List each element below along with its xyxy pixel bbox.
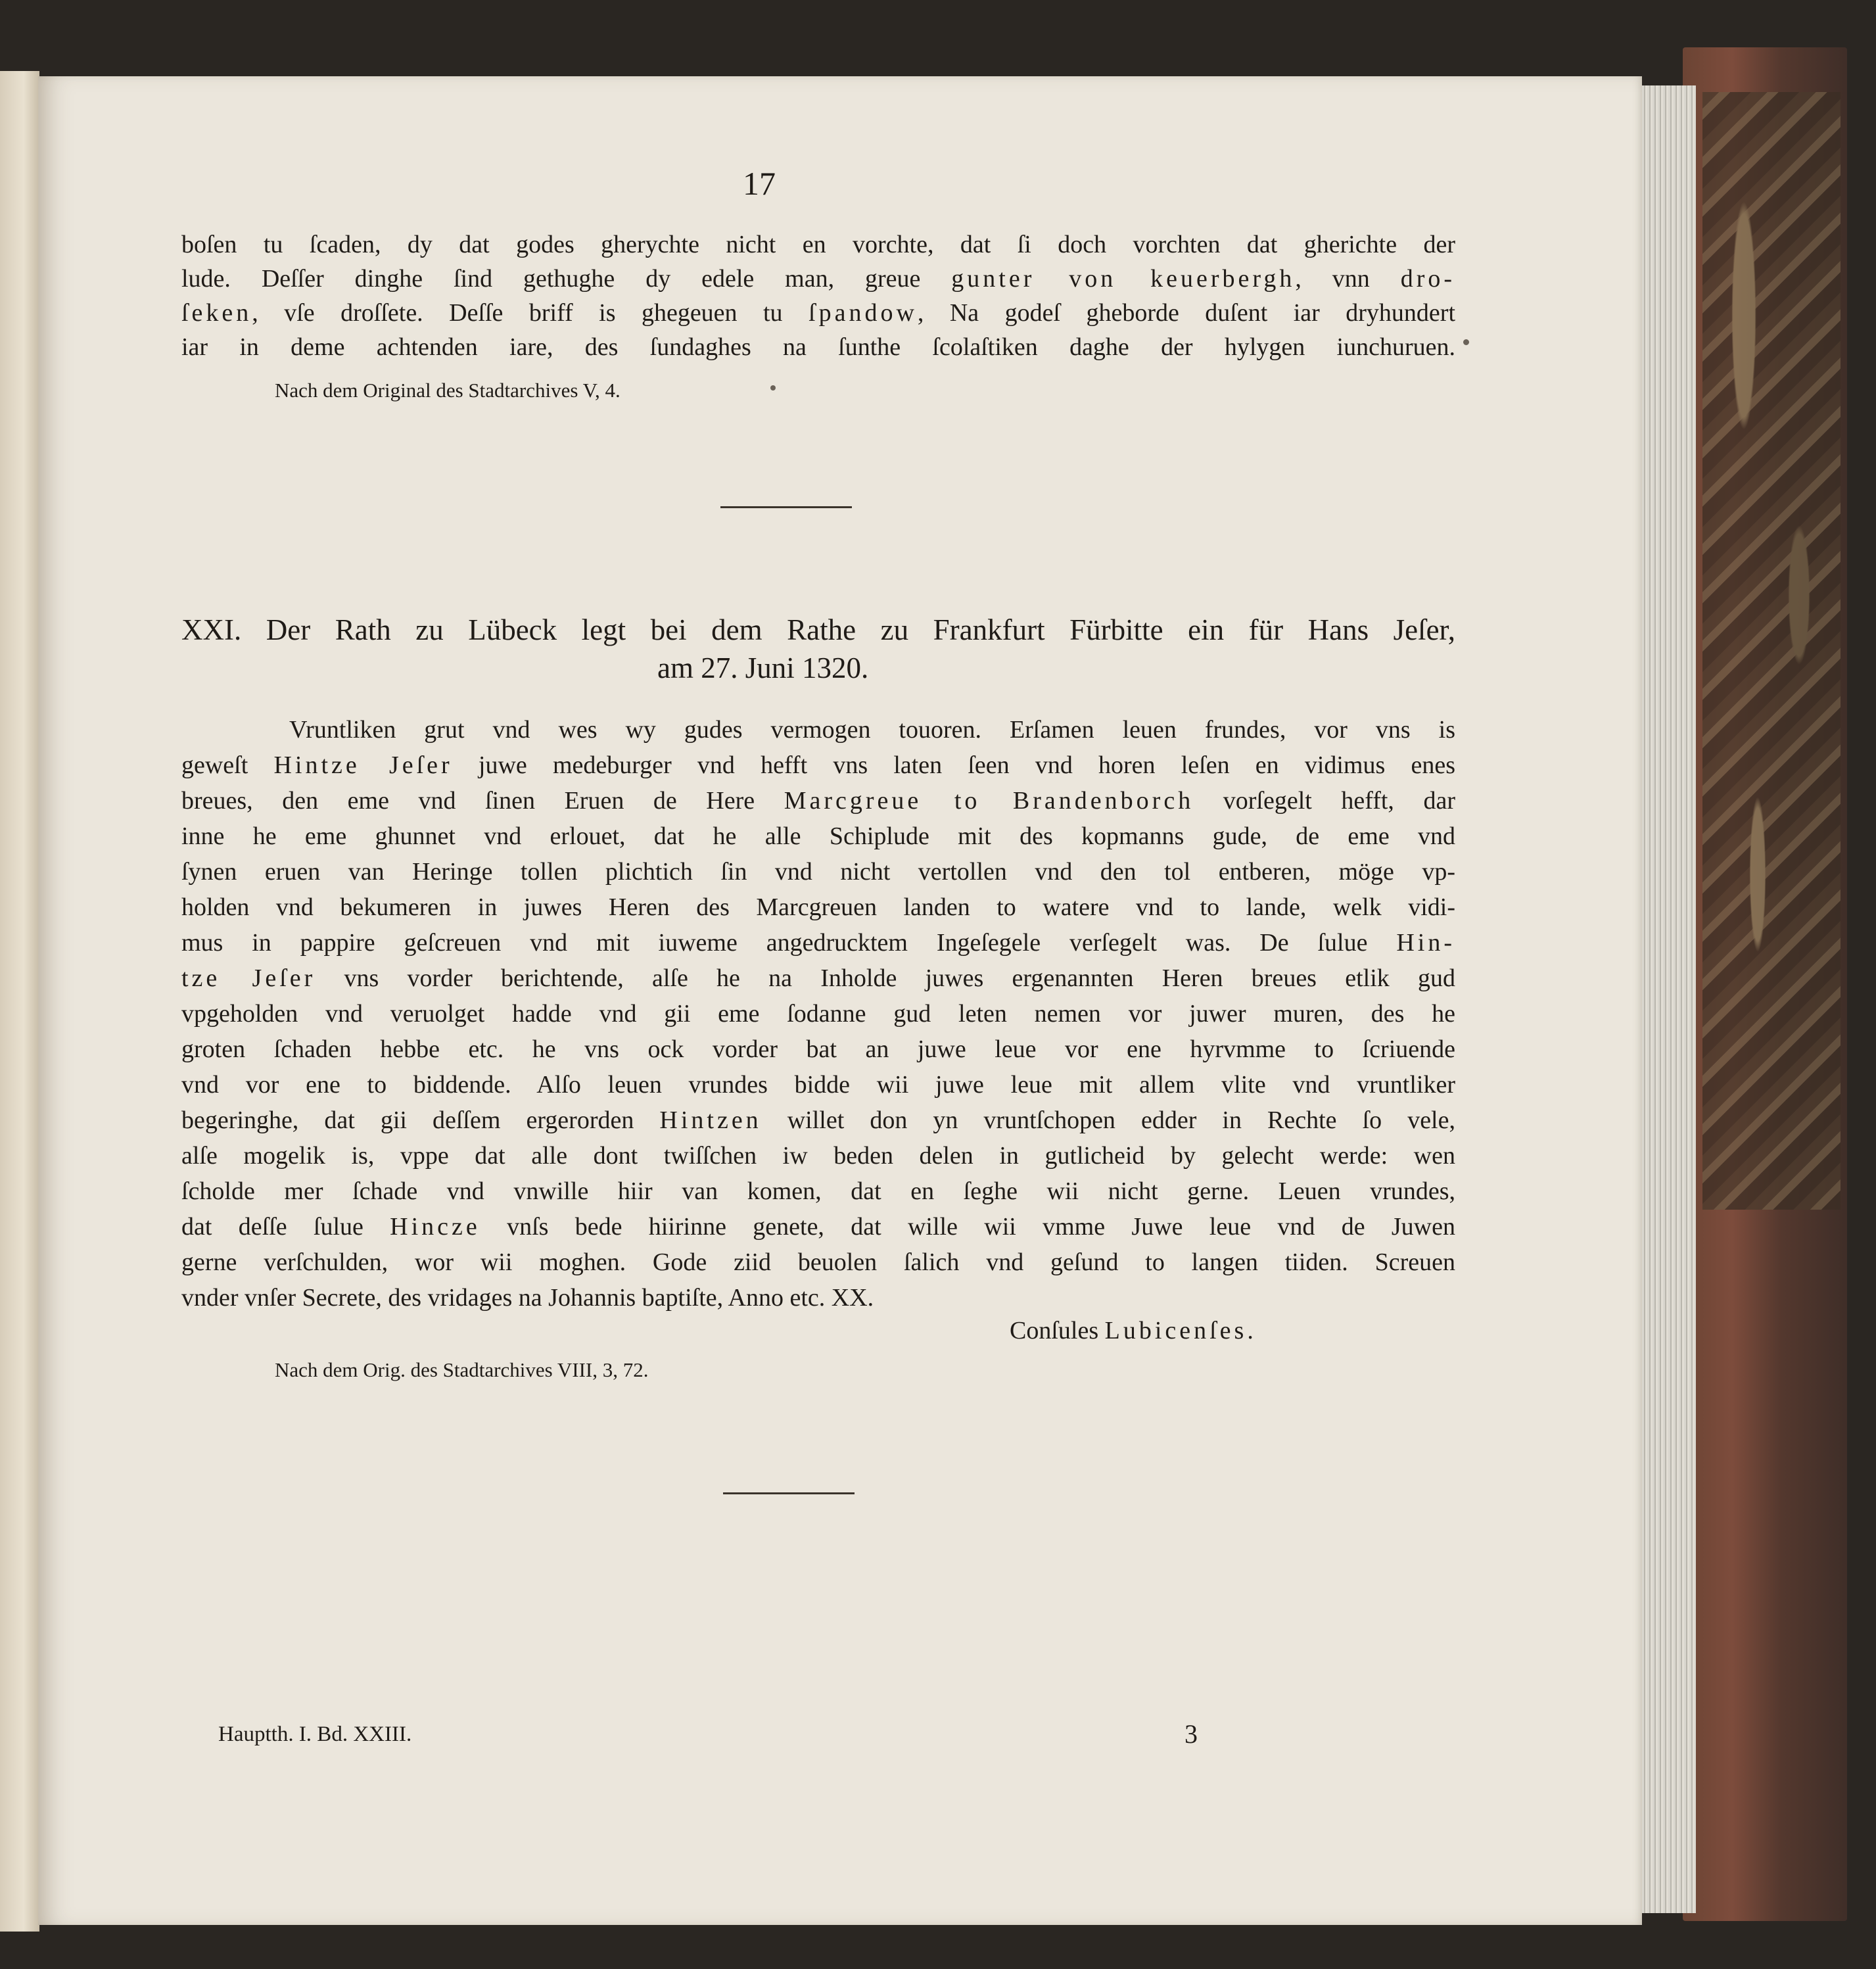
text-line: groten ſchaden hebbe etc. he vns ock vorder bat an juwe leue vor ene hyrvmme to ſcriuende [181, 1035, 1455, 1063]
footer-sheet-number: 3 [1184, 1719, 1198, 1749]
text-line [181, 264, 1455, 297]
text-line: holden vnd bekumeren in juwes Heren des Marcgreuen landen to watere vnd to lande, welk vidi- [181, 893, 1455, 921]
text-run: . [1247, 1317, 1254, 1344]
signature [1010, 1316, 1254, 1345]
text-run: begeringhe, dat gii deſſem ergerorden [181, 1106, 660, 1134]
text-line: iar in deme achtenden iare, des ſundaghes na ſunthe ſcolaſtiken daghe der hylygen iunchuruen. [181, 333, 1455, 361]
text-line [181, 1212, 1455, 1245]
person-name: tze Jeſer [181, 964, 316, 992]
text-run: mus in pappire geſcreuen vnd mit iuweme angedrucktem Ingeſegele verſegelt was. De ſulue [181, 929, 1397, 957]
text-line [181, 298, 1455, 331]
person-name: Hin- [1396, 929, 1455, 957]
source-note: Nach dem Orig. des Stadtarchives VIII, 3, 72. [275, 1358, 649, 1381]
source-note: Nach dem Original des Stadtarchives V, 4. [275, 379, 621, 402]
text-line: vpgeholden vnd veruolget hadde vnd gii eme ſodanne gud leten nemen vor juwer muren, des he [181, 1000, 1455, 1028]
document-heading: XXI. Der Rath zu Lübeck legt bei dem Rathe zu Frankfurt Fürbitte ein für Hans Jeſer, [181, 613, 1455, 646]
page-number: 17 [743, 165, 776, 202]
separator-rule [720, 506, 852, 508]
text-line [181, 964, 1455, 997]
text-line: vnder vnſer Secrete, des vridages na Johannis baptiſte, Anno etc. XX. [181, 1284, 874, 1312]
text-run: juwe medeburger vnd hefft vns laten ſeen vnd horen leſen en vidimus enes [452, 751, 1455, 779]
text-line: alſe mogelik is, vppe dat alle dont twiſſchen iw beden delen in gutlicheid by gelecht werde: wen [181, 1142, 1455, 1170]
text-line: boſen tu ſcaden, dy dat godes gherychte nicht en vorchte, dat ſi doch vorchten dat gherichte der [181, 231, 1455, 258]
place-name: ſpandow [809, 299, 918, 327]
left-page-edge [0, 71, 39, 1932]
footer-signature-mark: Hauptth. I. Bd. XXIII. [218, 1722, 412, 1746]
text-run: geweſt [181, 751, 274, 779]
text-line: ſcholde mer ſchade vnd vnwille hiir van komen, dat en ſeghe wii nicht gerne. Leuen vrundes, [181, 1177, 1455, 1205]
text-run: vorſegelt hefft, dar [1194, 787, 1455, 815]
text-run: lude. Deſſer dinghe ſind gethughe dy edele man, greue [181, 265, 952, 293]
person-name: Hincze [390, 1213, 481, 1241]
text-run: , Na godeſ gheborde duſent iar dryhundert [917, 299, 1455, 327]
separator-rule [723, 1492, 855, 1494]
marbled-cover-pattern [1702, 92, 1841, 1210]
page-edges [1637, 85, 1696, 1913]
text-run: Conſules [1010, 1317, 1105, 1344]
person-name: Lubicenſes [1104, 1317, 1248, 1344]
text-line: inne he eme ghunnet vnd erlouet, dat he alle Schiplude mit des kopmanns gude, de eme vnd [181, 822, 1455, 850]
text-line: ſynen eruen van Heringe tollen plichtich ſin vnd nicht vertollen vnd den tol entberen, möge vp- [181, 858, 1455, 886]
ink-speck [770, 385, 776, 391]
document-date: am 27. Juni 1320. [657, 652, 869, 684]
text-run: dat deſſe ſulue [181, 1213, 390, 1241]
person-name: ſeken [181, 299, 252, 327]
person-name: Marcgreue to Brandenborch [784, 787, 1194, 815]
text-line: vnd vor ene to biddende. Alſo leuen vrundes bidde wii juwe leue mit allem vlite vnd vruntliker [181, 1071, 1455, 1099]
text-run: willet don yn vruntſchopen edder in Rechte ſo vele, [761, 1106, 1455, 1134]
text-line [181, 928, 1455, 961]
text-line: Vruntliken grut vnd wes wy gudes vermogen touoren. Erſamen leuen frundes, vor vns is [289, 716, 1455, 744]
text-line [181, 786, 1455, 819]
ink-speck [1463, 339, 1469, 345]
text-run: vnſs bede hiirinne genete, dat wille wii vmme Juwe leue vnd de Juwen [480, 1213, 1455, 1241]
text-run: , vnn [1295, 265, 1401, 293]
person-name: Hintzen [659, 1106, 762, 1134]
text-line [181, 1106, 1455, 1139]
text-line [181, 751, 1455, 784]
text-line: gerne verſchulden, wor wii moghen. Gode ziid beuolen ſalich vnd geſund to langen tiiden. Screuen [181, 1248, 1455, 1276]
text-run: , vſe droſſete. Deſſe briff is ghegeuen tu [252, 299, 809, 327]
text-run: vns vorder berichtende, alſe he na Inholde juwes ergenannten Heren breues etlik gud [316, 964, 1455, 992]
person-name: gunter von keuerbergh [951, 265, 1296, 293]
text-run: breues, den eme vnd ſinen Eruen de Here [181, 787, 784, 815]
person-name: dro- [1400, 265, 1455, 293]
person-name: Hintze Jeſer [273, 751, 453, 779]
